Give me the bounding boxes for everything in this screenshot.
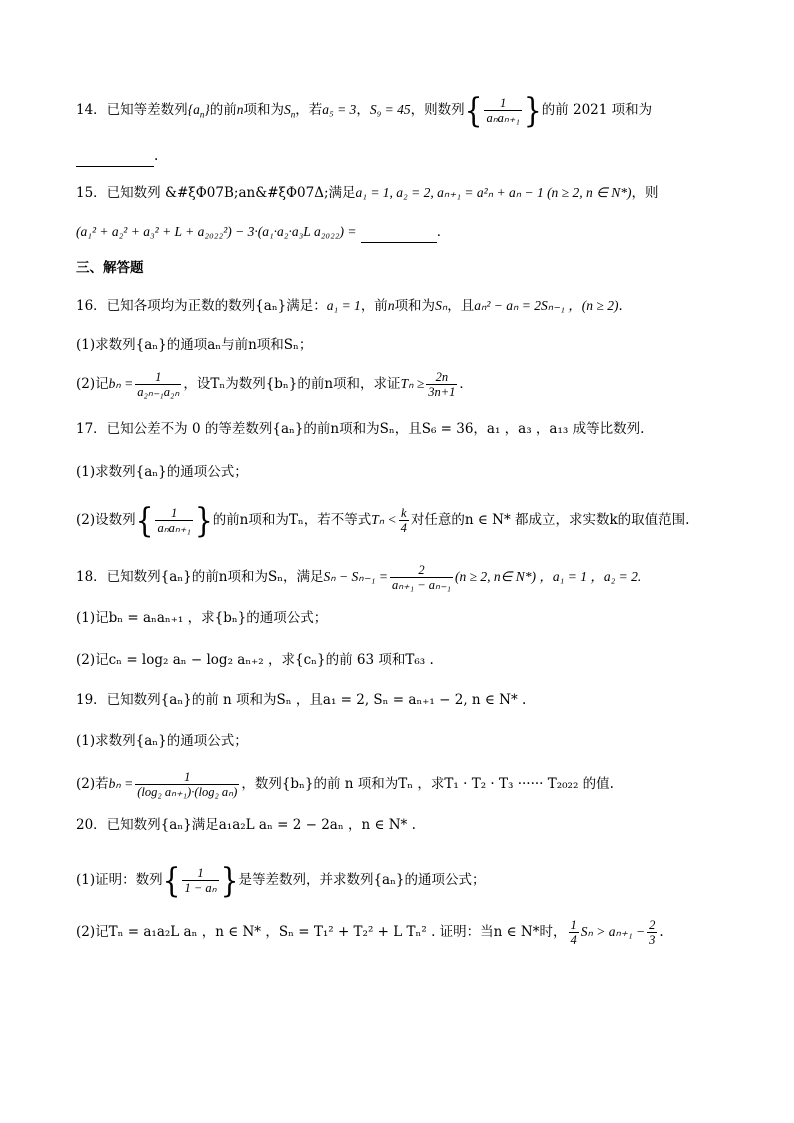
q20-frac-den2: 4 [570,933,577,947]
q14-text7: 的前 2021 项和为 [541,102,653,118]
q20-ineq: Sₙ > aₙ₊₁ − [580,924,646,939]
q17-part2: (2)设数列 { $\frac{1}{\text{aₙaₙ₊₁}}$ } 的前n项和为Tₙ，若不等式Tₙ < $\frac{k}{4}$ 对任意的n ∈ N* 都成立，求实数k的取值范围. [76,500,690,540]
q16-frac2-den: 3n+1 [428,385,456,399]
q14-answer-blank [76,146,154,167]
q14-seq-sub: n [199,109,205,120]
q20-frac-den: 1 − aₙ [184,881,217,895]
q20-p2-text: (2)记Tₙ = a₁a₂L aₙ ，n ∈ N* ，Sₙ = T₁² + T₂² + L Tₙ² . 证明：当n ∈ N*时， [76,924,567,940]
q14-seq: {a [187,102,200,117]
q16-text-e: 项和为 [394,298,436,314]
q16-text-g: ，且 [447,298,475,314]
q20-frac-num: 1 [197,866,204,880]
q17-p2-text: (2)设数列 [76,512,136,528]
q18-text: 18．已知数列{aₙ}的前n项和为Sₙ，满足 [76,569,324,585]
q18-diff: Sₙ − Sₙ₋₁ = [323,569,388,584]
q19-part1: (1)求数列{aₙ}的通项公式； [76,733,248,749]
q19-p2-text2: ，数列{bₙ}的前 n 项和为Tₙ ，求T₁ · T₂ · T₃ ······ T₂₀₂₂ 的值. [241,776,614,792]
q16-bn: bₙ = [108,376,134,391]
q17-frac-num: 1 [171,506,178,520]
q18-part2: (2)记cₙ = log₂ aₙ − log₂ aₙ₊₂ ，求{cₙ}的前 63 项和T₆₃ . [76,652,434,668]
q14-cond2: S₉ = 45 [369,102,411,117]
q16-a1: a₁ = 1 [326,298,361,313]
q15-period: ． [436,224,451,240]
section-heading: 三、解答题 [76,260,144,276]
q14-seq-end: } [204,102,210,117]
q14-text5: ， [356,102,370,118]
q16-frac-den: a₂ₙ₋₁a₂ₙ [137,385,180,399]
q14-frac-den: aₙaₙ₊₁ [486,111,520,125]
q15-expr: (a₁² + a₂² + a₃² + L + a₂₀₂₂²) − 3·(a₁·a₂·a₃L a₂₀₂₂) = [76,224,357,239]
q19-frac-num: 1 [184,770,191,784]
q15-answer-blank [361,222,437,243]
q16-text-c: ，前 [360,298,388,314]
q14-period: . [154,148,159,164]
q14-cond1: a₅ = 3 [322,102,357,117]
q16-p2-text2: ，设Tₙ为数列{bₙ}的前n项和，求证 [183,376,401,392]
q20-frac3-num: 2 [649,918,656,932]
q19-line1: 19．已知数列{aₙ}的前 n 项和为Sₙ ，且a₁ = 2, Sₙ = aₙ₊₁ − 2, n ∈ N* . [76,692,527,708]
q16-p2-period: ． [459,376,473,392]
q16-frac2-num: 2n [435,370,449,384]
q16-S: Sₙ [435,298,448,313]
q17-frac2-den: 4 [400,521,407,535]
q19-frac-den: (log₂ aₙ₊₁)·(log₂ aₙ) [137,785,238,799]
q20-line1: 20．已知数列{aₙ}满足a₁a₂L aₙ = 2 − 2aₙ ，n ∈ N* . [76,817,416,833]
q17-p2-text3: 对任意的n ∈ N* 都成立，求实数k的取值范围. [410,512,690,528]
q14-braced-seq: { $\frac{1}{\text{aₙaₙ₊₁}}$ } [464,90,542,130]
q14-text2: 的前 [209,102,237,118]
q16-frac-num: 1 [155,370,162,384]
q15-text: 15．已知数列 &#ξΦ07B;an&#ξΦ07Δ;满足 [76,185,356,201]
q16-cond: aₙ² − aₙ = 2Sₙ₋₁ ，(n ≥ 2) [474,298,619,313]
q16-n: n [387,298,395,313]
q18-part1: (1)记bₙ = aₙaₙ₊₁ ，求{bₙ}的通项公式； [76,610,328,626]
q17-frac-den: aₙaₙ₊₁ [157,521,191,535]
q20-period: . [659,924,664,940]
q15-line1 [76,183,658,203]
q16-part2 [76,370,473,399]
q15-cond: a₁ = 1, a₂ = 2, aₙ₊₁ = a²ₙ + aₙ − 1 (n ≥ 2, n ∈ N*) [355,185,632,200]
q19-p2-text: (2)若 [76,776,109,792]
q14-n: n [236,102,244,117]
q20-frac-num2: 1 [570,918,577,932]
q17-line1: 17．已知公差不为 0 的等差数列{aₙ}的前n项和为Sₙ，且S₆ = 36，a₁ ，a₃ ，a₁₃ 成等比数列. [76,421,645,437]
q17-part1: (1)求数列{aₙ}的通项公式； [76,464,248,480]
q18-line1 [76,563,641,592]
q20-part1: (1)证明：数列 { $\frac{1}{\text{1 − aₙ}}$ } 是等差数列，并求数列{aₙ}的通项公式； [76,860,486,900]
q14-text: 14．已知等差数列 [76,102,188,118]
q16-line1 [76,296,632,316]
q20-part2 [76,918,664,947]
q16-p2-text: (2)记 [76,376,109,392]
q15-text2: ，则 [631,185,659,201]
q17-p2-text2: 的前n项和为Tₙ，若不等式 [212,512,372,528]
q14-text6: ，则数列 [410,102,465,118]
q14-text4: ，若 [295,102,323,118]
q14-S-sub: n [290,109,296,120]
q20-frac3-den: 3 [649,933,656,947]
q20-p1-text2: 是等差数列，并求数列{aₙ}的通项公式； [238,872,486,888]
q19-bn: bₙ = [108,776,134,791]
q16-period: ． [618,298,632,314]
q14-text3: 项和为 [243,102,284,118]
q17-Tn: Tₙ < [371,512,397,527]
q16-part1: (1)求数列{aₙ}的通项aₙ与前n项和Sₙ； [76,337,313,353]
q14-line1 [76,90,653,130]
q18-frac-num: 2 [418,563,425,577]
q18-frac-den: aₙ₊₁ − aₙ₋₁ [391,578,451,592]
q14-frac-num: 1 [500,96,507,110]
q18-cond: (n ≥ 2, n∈ N*) ，a₁ = 1 ，a₂ = 2. [455,569,642,584]
q14-line2 [76,146,158,167]
q19-part2 [76,770,614,799]
q17-frac2-num: k [400,506,407,520]
q20-p1-text: (1)证明：数列 [76,872,163,888]
q16-text: 16．已知各项均为正数的数列{aₙ}满足： [76,298,327,314]
q16-Tn: Tₙ ≥ [400,376,425,391]
q15-line2 [76,222,450,243]
q14-S: S [284,102,291,117]
